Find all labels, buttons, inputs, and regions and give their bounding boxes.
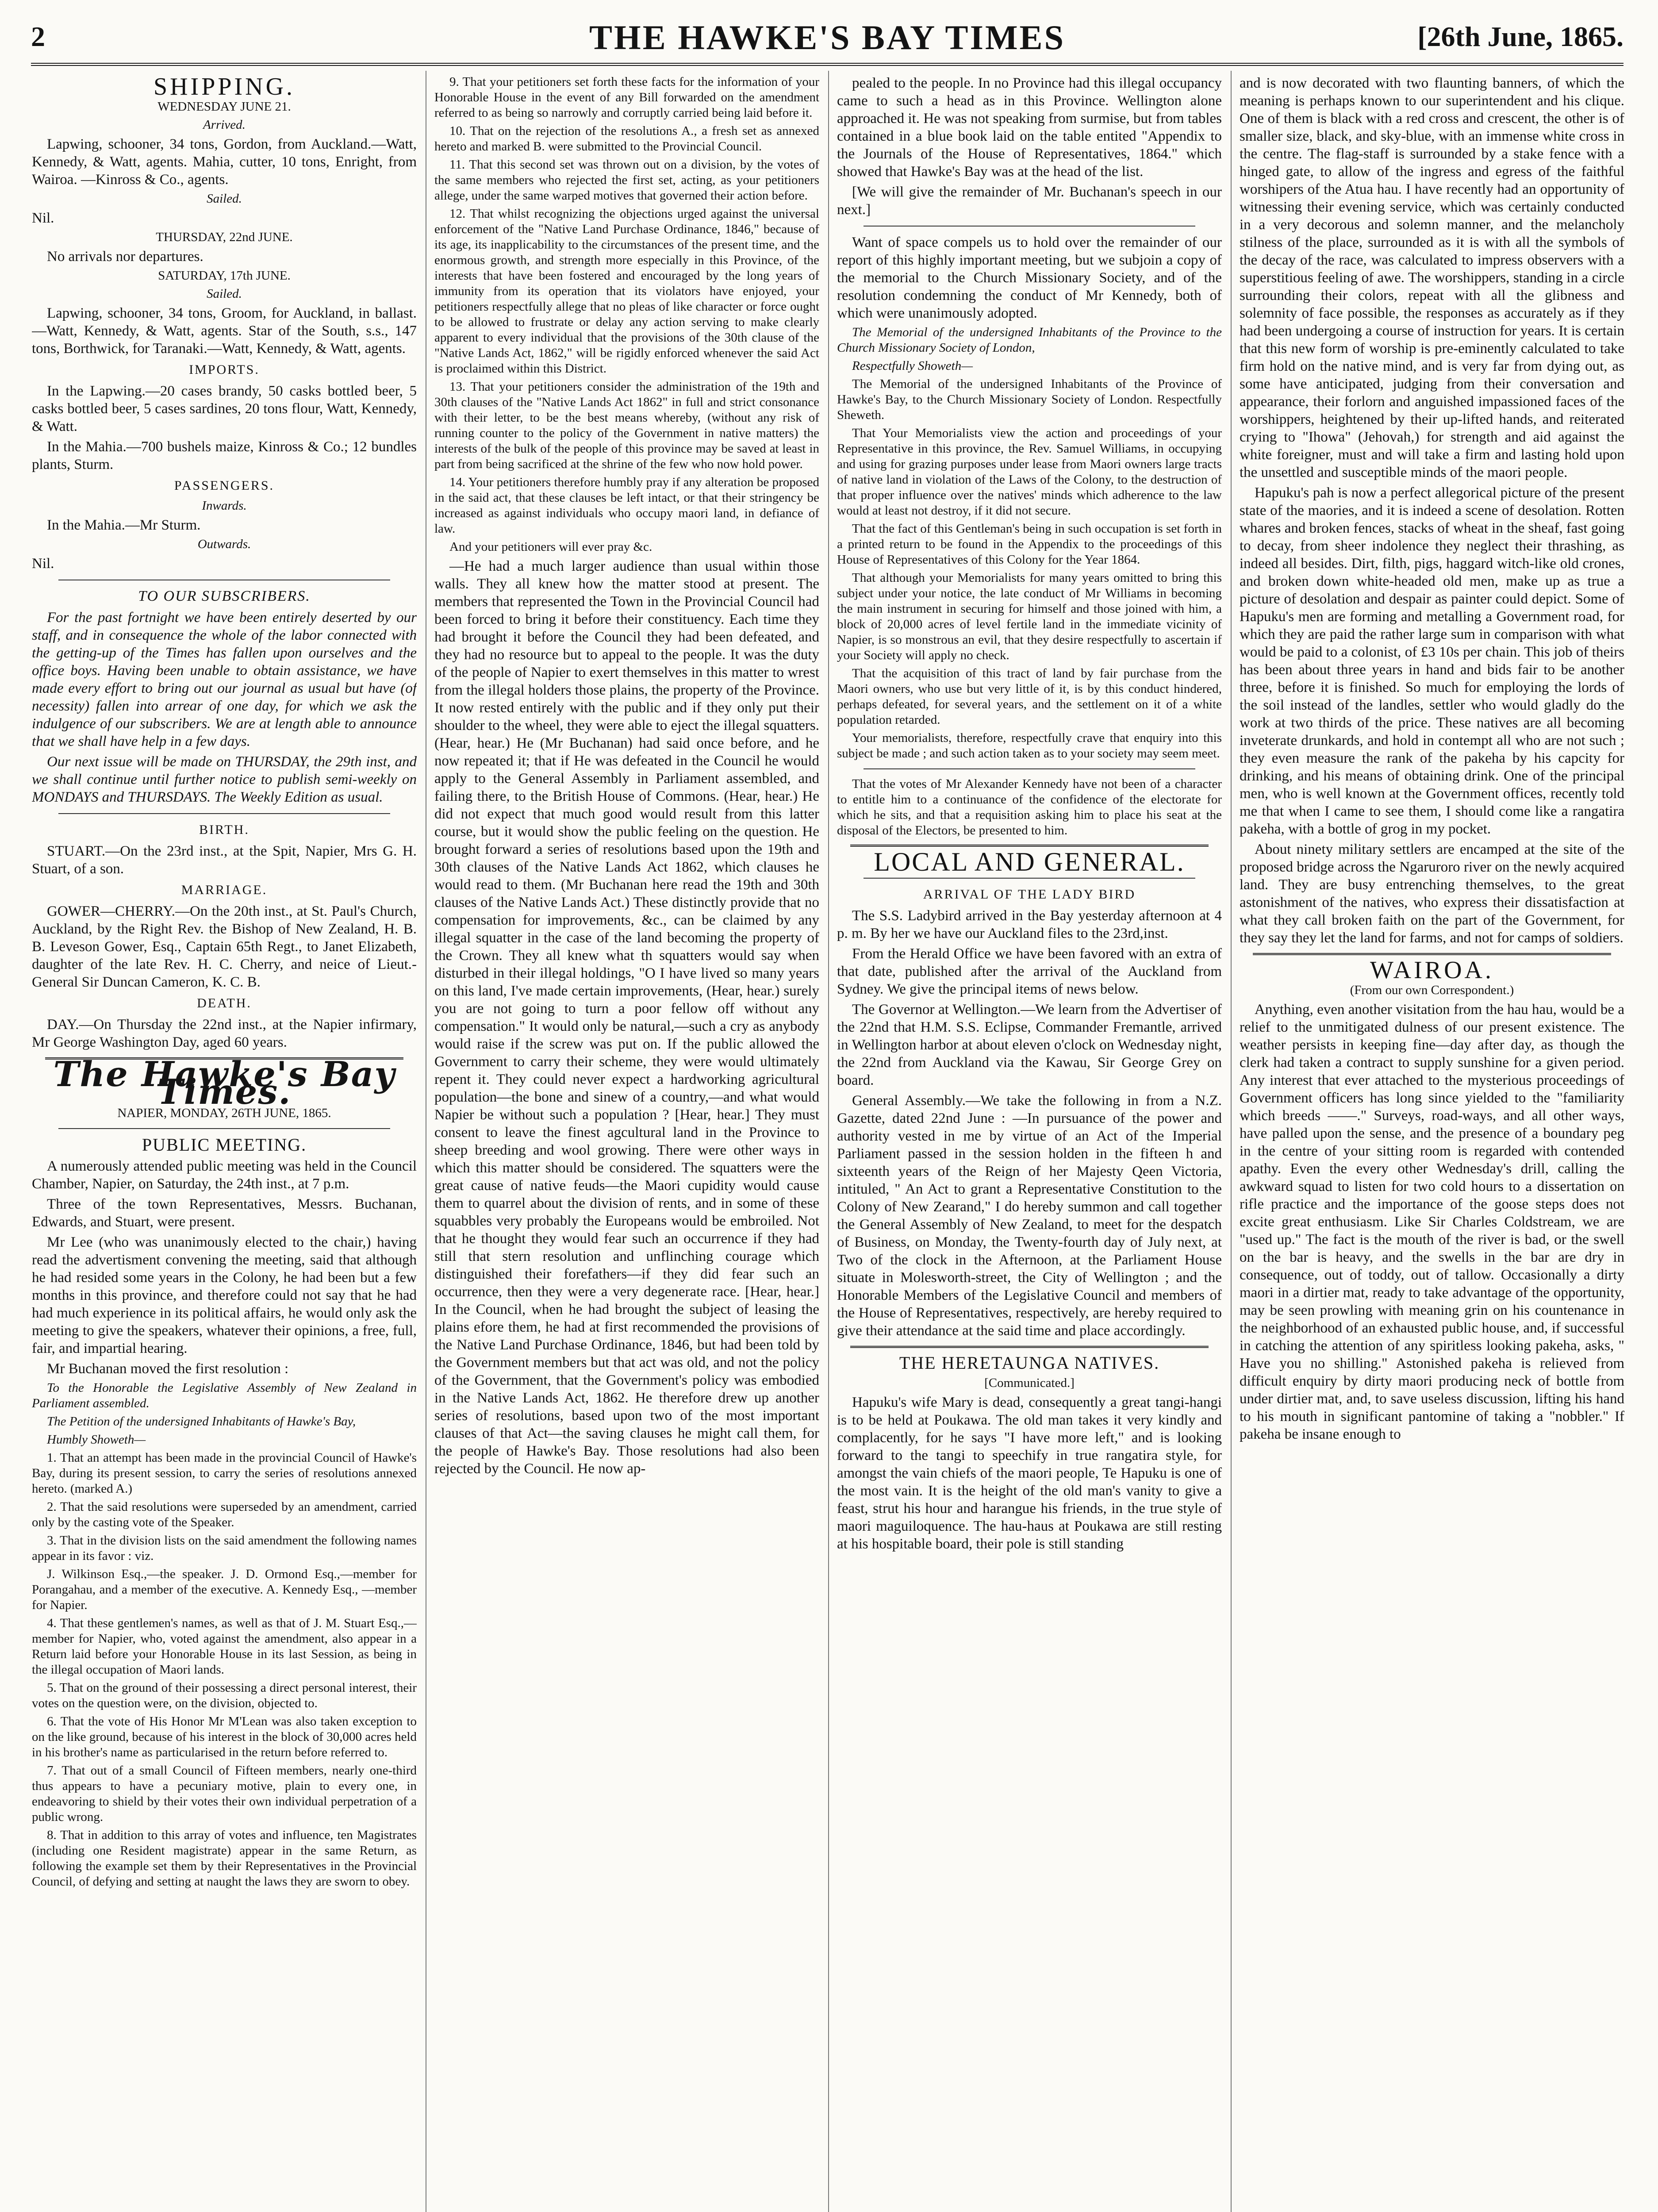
memorial-title: The Memorial of the undersigned Inhabitants of the Province to the Church Missionary Society of London, [837, 325, 1222, 355]
shipping-entry: Nil. [32, 210, 54, 226]
shipping-entry: No arrivals nor departures. [47, 249, 203, 265]
death-notice: DAY.—On Thursday the 22nd inst., at the Napier infirmary, Mr George Washington Day, aged 60 years. [32, 1017, 417, 1050]
speech-paragraph: —He had a much larger audience than usual within those walls. They all knew how the matter stood at present. The members that represented the Town in the Provincial Council had been forced to bring it before their constituency. Each time they had brought it before the Council they had been defeated, and they had no resource but to appeal to the people. It was the duty of the people of Napier to exert themselves in this matter to wrest from the illegal holders those plains, the property of the Province. It now rested entirely with the public and if they only put their shoulder to the wheel, they were able to eject the illegal squatters. (Hear, hear.) He (Mr Buchanan) had said once before, and he now repeated it; that if He was defeated in the Council he would apply to the General Assembly in Parliament assembled, and failing there, to the British House of Commons. (Hear, hear.) He did not expect that much good would result from this latter course, but it would show the public feeling on the question. He brought forward a series of resolutions based upon the 19th and 30th clauses of the Native Lands Act 1862, which clauses he would read to them. (Mr Buchanan here read the 19th and 30th clauses of the Native Lands Act.) These distinctly provide that no compensation for improvements, &c., can be claimed by any illegal squatter in the case of the land becoming the property of the Crown. They all knew what th squatters would say when disturbed in their illegal holdings, "O I have lived so many years on this land, I've made certain improvements, (Hear, hear.) surely you are not going to turn a poor fellow off without any compensation." It would only be natural,—such a cry as anybody would raise if the screw was put on. If the public allowed the Government to carry their scheme, they were would ultimately repent it. They could never expect a hardworking agricultural population—the bone and sinew of a country,—and what would Napier be without such a population ? [Hear, hear.] They must consent to leave the finest agcultural land in the Province to sheep breeding and wool growing. There were other ways in which this matter should be considered. The squatters were the great cause of native feuds—the Maori cupidity would cause them to quarrel about the division of rents, and in some of these squabbles very probably the Europeans would be embroiled. Not that he thought they would fear such an occurrence if they had still that stern resolution and unflinching courage which distinguished their forefathers—if they did fear such an occurrence, then they were a very degenerate race. [Hear, hear.] In the Council, when he had brought the subject of leasing the plains efore them, he had at first recommended the provisions of the Native Land Purchase Ordinance, 1846, but had been told by the Government members but that act was old, and not the policy of the Government, that the Government's policy was embodied in the Native Lands Act, 1862. He therefore drew up another series of resolutions, based upon two of the most important clauses of that Act—the saving clauses he might call them, for the people of Hawke's Bay. Those resolutions had also been rejected by the Council. He now ap- [434, 558, 819, 1477]
article-paragraph: Anything, even another visitation from the hau hau, would be a relief to the unmitigated dulness of our present existence. The weather persists in keeping fine—day after day, as though the clerk had taken a contract to supply sunshine for a given period. Any interest that ever attached to the mysterious proceedings of Government officers has long since yielded to the "familiarity which breeds ——." Surveys, road-ways, and all other ways, have palled upon the sense, and the presence of a boundary peg in the centre of your sitting room is regarded with contended apathy. Even the every other Wednesday's drill, calling the awkward squad to listen for two cold hours to a dissertation on rifle practice and the importance of the goose steps does not excite great enthusiasm. Like Sir Charles Coldstream, we are "used up." The fact is the mouth of the river is bad, or the swell on the bar is heavy, and the swells in the bar are dry in consequence, out of toddy, out of tallow. Occasionally a dirty maori in a dirtier mat, ready to take advantage of the opportunity, may be seen prowling with meaning grin on his countenance in the neighborhood of an exhausted public house, and, if successful in catching the attention of any spiritless looking pakeha, asks, " Have you no shilling." Astonished pakeha is relieved from difficult enquiry by dirty maori producing neck of bottle from under dirtier mat, and, to save useless discussion, lifting his hand to his mouth in significant pantomine of taking a "nobbler." If pakeha be insane enough to [1240, 1002, 1624, 1442]
article-paragraph: A numerously attended public meeting was held in the Council Chamber, Napier, on Saturday, the 24th inst., at 7 p.m. [32, 1158, 417, 1192]
resolution-paragraph: That the votes of Mr Alexander Kennedy have not been of a character to entitle him to a continuance of the confidence of the electorate for which he sits, and that a requisition asking him to place his seat at the disposal of the Electors, be presented to him. [837, 777, 1222, 837]
petition-item: And your petitioners will ever pray &c. [449, 540, 652, 554]
memorial-paragraph: Your memorialists, therefore, respectfully crave that enquiry into this subject be made ; and such action taken as to your society may seem meet. [837, 731, 1222, 760]
petition-title: The Petition of the undersigned Inhabitants of Hawke's Bay, [47, 1414, 356, 1429]
marriage-heading: MARRIAGE. [181, 883, 268, 897]
newspaper-flag: The Hawke's Bay Times. [53, 1054, 395, 1112]
memorial-paragraph: That the acquisition of this tract of land by fair purchase from the Maori owners, who use but very little of it, is by this conduct hindered, perhaps defeated, for several years, and the settlement on it of a white population retarded. [837, 666, 1222, 727]
memorial-paragraph: The Memorial of the undersigned Inhabitants of the Province of Hawke's Bay, to the Church Missionary Society of London. Respectfully Sheweth. [837, 377, 1222, 422]
section-rule [864, 878, 1195, 879]
petition-item: 2. That the said resolutions were superseded by an amendment, carried only by the casting vote of the Speaker. [32, 1500, 417, 1529]
petition-item: J. Wilkinson Esq.,—the speaker. J. D. Ormond Esq.,—member for Porangahau, and a member of the executive. A. Kennedy Esq., —member for Napier. [32, 1567, 417, 1612]
wairoa-heading: WAIROA. [1370, 956, 1494, 984]
passengers-subhead: Inwards. [202, 499, 247, 513]
column-divider [828, 71, 829, 2212]
birth-notice: STUART.—On the 23rd inst., at the Spit, Napier, Mrs G. H. Stuart, of a son. [32, 843, 417, 877]
petition-item: 14. Your petitioners therefore humbly pray if any alteration be proposed in the said act, that these clauses be left intact, or that their stringency be increased as against individuals who occupy maori land, in defiance of law. [434, 475, 819, 536]
local-general-heading: LOCAL AND GENERAL. [874, 847, 1185, 876]
passengers-entry: Nil. [32, 556, 54, 572]
shipping-date: SATURDAY, 17th JUNE. [158, 269, 291, 283]
passengers-heading: PASSENGERS. [174, 478, 275, 493]
imports-entry: In the Mahia.—700 bushels maize, Kinross & Co.; 12 bundles plants, Sturm. [32, 439, 417, 472]
column-divider [1231, 71, 1232, 2212]
shipping-date: WEDNESDAY JUNE 21. [157, 100, 291, 114]
petition-item: 7. That out of a small Council of Fifteen members, nearly one-third thus appears to have a pecuniary motive, plain to every one, in endeavoring to shield by their votes their own individual perpetration of a public wrong. [32, 1763, 417, 1824]
imports-heading: IMPORTS. [189, 362, 260, 377]
death-heading: DEATH. [197, 996, 252, 1010]
public-meeting-heading: PUBLIC MEETING. [142, 1135, 307, 1155]
shipping-heading: SHIPPING. [153, 74, 296, 100]
article-paragraph: Want of space compels us to hold over the remainder of our report of this highly important meeting, but we subjoin a copy of the memorial to the Church Missionary Society, and of the resolution condemning the conduct of Mr Kennedy, both of which were unanimously adopted. [837, 234, 1222, 321]
petition-item: 9. That your petitioners set forth these facts for the information of your Honorable House in the event of any Bill forwarded on the amendment referred to as being so narrowly and corruptly carried being laid before it. [434, 75, 819, 120]
article-paragraph: Mr Lee (who was unanimously elected to the chair,) having read the advertisment convening the meeting, said that although he had resided some years in the Colony, he had been but a few months in this province, and therefore could not say that he had had much experience in its political affairs, he would only ask the meeting to give the speakers, whatever their opinions, a free, full, fair, and impartial hearing. [32, 1234, 417, 1356]
subscribers-notice: Our next issue will be made on THURSDAY, the 29th inst, and we shall continue until further notice to publish semi-weekly on MONDAYS and THURSDAYS. The Weekly Edition as usual. [32, 754, 417, 805]
ladybird-heading: ARRIVAL OF THE LADY BIRD [923, 887, 1136, 902]
shipping-subhead: Arrived. [203, 118, 246, 132]
petition-item: 10. That on the rejection of the resolutions A., a fresh set as annexed hereto and marked B. were submitted to the Provincial Council. [434, 124, 819, 154]
petition-item: 8. That in addition to this array of votes and influence, ten Magistrates (including one Resident magistrate) appear in the same Return, as following the example set them by their Representatives in the Provincial Council, of defying and setting at naught the laws they are sworn to obey. [32, 1828, 417, 1889]
petition-item: 13. That your petitioners consider the administration of the 19th and 30th clauses of the "Native Lands Act 1862" in full and strict consonance with their letter, to be the best means whereby, (without any risk of running counter to the policy of the Government in native matters) the interests of the bulk of the people of this province may be saved at least in part from being sacrificed at the shrine of the few who now hold power. [434, 380, 819, 471]
birth-heading: BIRTH. [199, 822, 249, 837]
masthead-rule [31, 63, 1623, 66]
petition-item: 4. That these gentlemen's names, as well as that of J. M. Stuart Esq.,—member for Napier, who, voted against the amendment, also appear in a Return laid before your Honorable House in its last Session, as being in the illegal occupation of Maori lands. [32, 1616, 417, 1677]
section-rule [58, 1128, 390, 1129]
article-paragraph: and is now decorated with two flaunting banners, of which the meaning is perhaps known to our superintendent and his clique. One of them is black with a red cross and crescent, the other is of smaller size, black, and sky-blue, with an immense white cross in the centre. The flag-staff is surrounded by a stake fence with a hinged gate, to allow of the ingress and egress of the faithful worshipers of the Atua hau. I have recently had an opportunity of witnessing their evening service, which was certainly conducted in a very decorous and solemn manner, and the melancholy stilness of the place, surrounded as it is with all the symbols of the decay of the race, was calculated to impress observers with a superstitious feeling of awe. The worshippers, standing in a circle surrounding their colors, repeat with all the glibness and solemnity of face possible, the responses as accurately as if they had been undergoing a course of instruction for years. It is certain that this new form of worship is pre-eminently calculated to take firm hold on the native mind, and is very far from dying out, as some have anticipated, judging from their conversation and appearance, their forlorn and anguished impassioned faces of the worshippers, heightened by their up-lifted hands, and reiterated crying to "Ihowa" (Jehovah,) for strength and aid against the white foreigner, must and will take a firm and lasting hold upon the unsettled and susceptible minds of the maori people. [1240, 75, 1624, 480]
shipping-entry: Lapwing, schooner, 34 tons, Gordon, from Auckland.—Watt, Kennedy, & Watt, agents. Mahia, cutter, 10 tons, Enright, from Wairoa. —Kinross & Co., agents. [32, 136, 417, 188]
article-paragraph: About ninety military settlers are encamped at the site of the proposed bridge across the Ngaruroro river on the newly acquired land. They are busy entrenching themselves, to the great astonishment of the natives, who express their dissatisfaction at what they call broken faith on the part of the Government, for they say they let the land for farms, and not for camps of soldiers. [1240, 841, 1624, 946]
petition-item: 11. That this second set was thrown out on a division, by the votes of the same members who rejected the first set, acting, as your petitioners allege, under the same warped motives that governed their action before. [434, 157, 819, 203]
communicated-label: [Communicated.] [984, 1376, 1075, 1390]
shipping-entry: Lapwing, schooner, 34 tons, Groom, for Auckland, in ballast.—Watt, Kennedy, & Watt, agents. Star of the South, s.s., 147 tons, Borthwick, for Taranaki.—Watt, Kennedy, & Watt, agents. [32, 305, 417, 357]
subscribers-notice: For the past fortnight we have been entirely deserted by our staff, and in consequence the whole of the labor connected with the getting-up of the Times has fallen upon ourselves and the office boys. Having been unable to obtain assistance, we have made every effort to bring out our journal as usual but have (of necessity) fallen into arrear of one day, for which we ask the indulgence of our subscribers. We are at length able to announce that we shall have help in a few days. [32, 610, 417, 749]
issue-date: [26th June, 1865. [1417, 21, 1623, 52]
section-rule [850, 1346, 1209, 1348]
petition-showeth: Humbly Showeth— [47, 1432, 146, 1447]
petition-item: 6. That the vote of His Honor Mr M'Lean was also taken exception to on the like ground, because of his interest in the block of 30,000 acres held in his brother's name as particularised in the return before referred to. [32, 1714, 417, 1759]
page-number: 2 [31, 21, 45, 52]
memorial-showeth: Respectfully Showeth— [852, 359, 973, 373]
editor-note: [We will give the remainder of Mr. Buchanan's speech in our next.] [837, 184, 1222, 218]
column-3 [837, 74, 1222, 2212]
passengers-entry: In the Mahia.—Mr Sturm. [47, 517, 201, 533]
marriage-notice: GOWER—CHERRY.—On the 20th inst., at St. Paul's Church, Auckland, by the Right Rev. the Bishop of New Zealand, H. B. B. Leveson Gower, Esq., Captain 65th Regt., to Janet Elizabeth, daughter of the late Rev. H. C. Cherry, and neice of Lieut.-General Sir Duncan Cameron, K. C. B. [32, 903, 417, 990]
petition-address: To the Honorable the Legislative Assembly of New Zealand in Parliament assembled. [32, 1381, 417, 1410]
article-paragraph: From the Herald Office we have been favored with an extra of that date, published after the arrival of the Auckland from Sydney. We give the principal items of news below. [837, 946, 1222, 997]
shipping-subhead: Sailed. [207, 287, 242, 301]
article-paragraph: Hapuku's wife Mary is dead, consequently a great tangi-hangi is to be held at Poukawa. The old man takes it very kindly and complacently, for he says "I have more left," and is looking forward to the tangi to speechify in true rangatira style, for amongst the vain chiefs of the maori people, Te Hapuku is one of the most vain. It is the height of the old man's vanity to give a feast, strut his hour and harangue his friends, in the true style of maori maguiloquence. The hau-haus at Poukawa are still resting at his hospitable board, their pole is still standing [837, 1394, 1222, 1552]
column-1 [32, 74, 417, 2212]
newspaper-title: THE HAWKE'S BAY TIMES [589, 18, 1065, 57]
speech-paragraph: pealed to the people. In no Province had this illegal occupancy came to such a head as in this Province. Wellington alone approached it. He was not speaking from surmise, but from tables contained in a blue book laid on the table entited "Appendix to the Journals of the House of Representatives, 1864." which showed that Hawke's Bay was at the head of the list. [837, 75, 1222, 180]
article-paragraph: General Assembly.—We take the following in from a N.Z. Gazette, dated 22nd June : —In pursuance of the power and authority vested in me by virtue of an Act of the Imperial Parliament passed in the session holden in the fifteen h and sixteenth years of the Reign of her Majesty Qeen Victoria, intituled, " An Act to grant a Representative Constitution to the Colony of New Zearand," I do hereby summon and call together the General Assembly of New Zealand, to meet for the despatch of Business, on Monday, the Twenty-fourth day of July next, at Two of the clock in the Afternoon, at the Parliament House situate in Molesworth-street, the City of Wellington ; and the Honorable Members of the Legislative Council and members of the House of Representatives, respectively, are hereby required to give their attendance at the said time and place accordingly. [837, 1093, 1222, 1339]
correspondent-label: (From our own Correspondent.) [1350, 983, 1514, 997]
memorial-paragraph: That although your Memorialists for many years omitted to bring this subject under your notice, the late conduct of Mr Williams in becoming the main instrument in securing for himself and those joined with him, a block of 20,000 acres of level fertile land in the immediate vicinity of Napier, is so monstrous an evil, that they desire respectfully to ascertain if your Society will apply no check. [837, 571, 1222, 662]
passengers-subhead: Outwards. [197, 537, 251, 551]
article-paragraph: The S.S. Ladybird arrived in the Bay yesterday afternoon at 4 p. m. By her we have our Auckland files to the 23rd,inst. [837, 908, 1222, 941]
petition-item: 3. That in the division lists on the said amendment the following names appear in its favor : viz. [32, 1533, 417, 1563]
shipping-subhead: Sailed. [207, 192, 242, 206]
dateline: NAPIER, MONDAY, 26TH JUNE, 1865. [117, 1106, 331, 1120]
petition-item: 1. That an attempt has been made in the provincial Council of Hawke's Bay, during its present session, to carry the series of resolutions annexed hereto. (marked A.) [32, 1451, 417, 1496]
article-paragraph: Hapuku's pah is now a perfect allegorical picture of the present state of the maories, and it is indeed a scene of desolation. Rotten whares and broken fences, stacks of wheat in the sheaf, fast going to decay, from sheer indolence they neglect their thrashing, as indeed all besides. Dirt, filth, pigs, haggard witch-like old crones, and broken down white-headed old men, make up as true a picture of desolation and despair as painter could depict. Some of Hapuku's men are forming and metalling a Government road, for which they are paid the rather large sum in comparison with what would be paid to a colonist, of £3 10s per chain. This job of theirs has been about three years in hand and bids fair to be another three, before it is finished. So much for employing the lords of the soil instead of the landles, settler who would gladly do the work at two thirds of the price. These natives are all becoming inveterate drunkards, and hold in contempt all who are not such ; they even measure the rank of the pakeha by his capcity for drinking, and his means of obtaining drink. One of the principal men, who is well known at the Government offices, recently told me that when I came to see them, I should come like a rangatira pakeha, with a bottle of grog in my pocket. [1240, 485, 1624, 837]
memorial-paragraph: That Your Memorialists view the action and proceedings of your Representative in this province, the Rev. Samuel Williams, in occupying and using for grazing purposes under lease from Maori owners large tracts of native land in violation of the Laws of the Colony, to the destruction of that proper influence over the natives' minds which adherence to the law would at least not destroy, if it did not secure. [837, 426, 1222, 518]
section-rule [864, 226, 1195, 227]
article-paragraph: Three of the town Representatives, Messrs. Buchanan, Edwards, and Stuart, were present. [32, 1196, 417, 1230]
heretaunga-heading: THE HERETAUNGA NATIVES. [899, 1353, 1160, 1373]
section-rule [1253, 953, 1611, 955]
imports-entry: In the Lapwing.—20 cases brandy, 50 casks bottled beer, 5 casks bottled beer, 5 cases sardines, 20 tons flour, Watt, Kennedy, & Watt. [32, 383, 417, 434]
petition-item: 12. That whilst recognizing the objections urged against the universal enforcement of the "Native Land Purchase Ordinance, 1846," because of its age, its inapplicability to the circumstances of the present time, and the enormous growth, and strength more especially in this Province, of the interests that have been fostered and encouraged by the long years of immunity from its operation that its violators have enjoyed, your petitioners respectfully allege that no pleas of like character or force ought to be allowed to frustrate or delay any action serving to make clearly apparent to every individual that the provisions of the 30th clause of the "Native Lands Act, 1862," will be rigidly enforced whenever the said Act is proclaimed within this District. [434, 207, 819, 376]
section-rule [850, 845, 1209, 847]
section-rule [58, 813, 390, 814]
masthead [31, 18, 1623, 58]
article-paragraph: Mr Buchanan moved the first resolution : [47, 1361, 289, 1377]
petition-item: 5. That on the ground of their possessing a direct personal interest, their votes on the question were, on the division, objected to. [32, 1681, 417, 1710]
subscribers-heading: TO OUR SUBSCRIBERS. [138, 588, 311, 604]
column-2 [434, 74, 819, 2212]
column-4 [1240, 74, 1624, 2212]
article-paragraph: The Governor at Wellington.—We learn from the Advertiser of the 22nd that H.M. S.S. Eclipse, Commander Fremantle, arrived in Wellington harbor at about eleven o'clock on Wednesday night, the 22nd from Auckland via the Kawau, Sir George Grey on board. [837, 1002, 1222, 1088]
memorial-paragraph: That the fact of this Gentleman's being in such occupation is set forth in a printed return to be found in the Appendix to the proceedings of this House of Representatives of this Colony for the Year 1864. [837, 522, 1222, 567]
shipping-date: THURSDAY, 22nd JUNE. [156, 230, 293, 244]
section-rule [864, 768, 1195, 769]
